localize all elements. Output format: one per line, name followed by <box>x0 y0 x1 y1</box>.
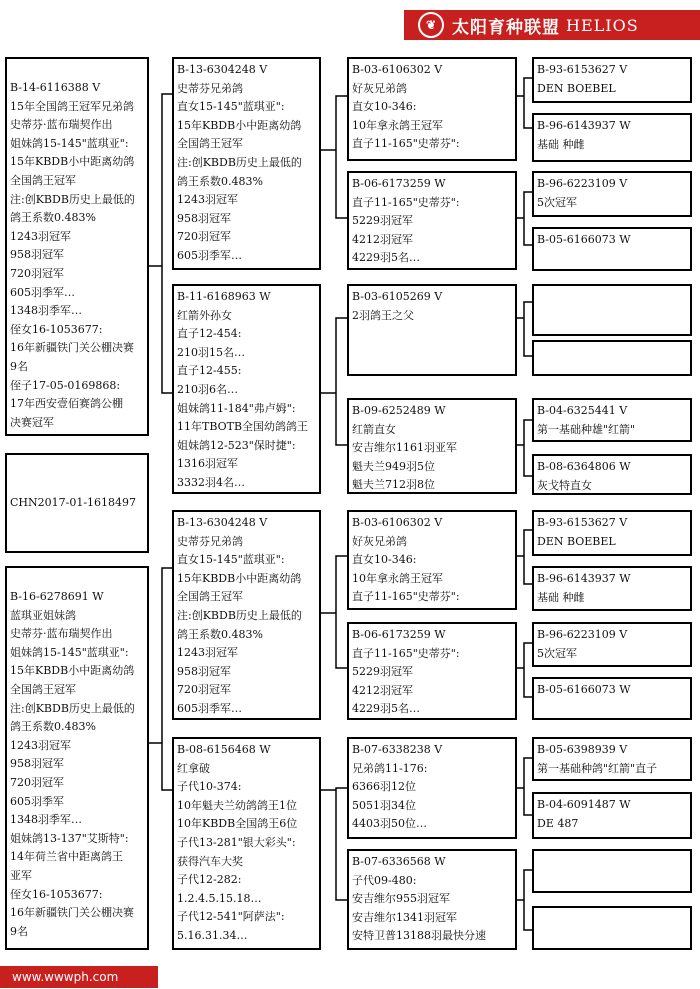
dsd-box <box>347 622 517 720</box>
ring-id-line: B-07-6336568 W <box>352 855 446 868</box>
ddd-box <box>347 849 517 950</box>
info-line: 史蒂芬兄弟鸽 <box>177 534 243 548</box>
info-line: 4229羽5名… <box>352 251 420 265</box>
info-line: 直子12-454: <box>177 327 242 341</box>
info-line: 605羽季军… <box>177 248 242 262</box>
ring-id-line: B-03-6106302 V <box>352 516 443 529</box>
g4-box-16 <box>532 906 692 950</box>
ring-id-line: B-16-6278691 W <box>10 590 104 603</box>
header-title-en: HELIOS <box>566 15 639 35</box>
info-line: 958羽冠军 <box>177 664 231 678</box>
g4-box-3 <box>532 171 692 217</box>
info-line: 直女15-145"蓝琪亚": <box>177 100 285 114</box>
info-line: 鸽王系数0.483% <box>10 720 96 734</box>
info-line: 安特卫普13188羽最快分速 <box>352 929 486 943</box>
info-line: 姐妹鸽13-137"艾斯特": <box>10 831 129 845</box>
sire-sire-box <box>172 57 321 270</box>
ring-id-line: B-05-6398939 V <box>537 743 628 756</box>
info-line: 蓝琪亚姐妹鸽 <box>10 608 76 622</box>
info-line: 15年KBDB小中距离幼鸽 <box>10 664 135 678</box>
info-line: 11年TBOTB全国幼鸽鸽王 <box>177 420 309 434</box>
info-line: 基础 种雌 <box>537 590 585 604</box>
info-line: 958羽冠军 <box>10 248 64 262</box>
g4-box-14 <box>532 792 692 839</box>
info-line: 5229羽冠军 <box>352 665 413 679</box>
info-line: DEN BOEBEL <box>537 534 616 548</box>
info-line: 红箭直女 <box>352 422 396 436</box>
ring-id-line: B-96-6223109 V <box>537 628 628 641</box>
info-line: 红箭外孙女 <box>177 308 232 322</box>
sire-dam-box <box>172 284 321 494</box>
info-line: 第一基础种雄"红箭" <box>537 422 636 436</box>
ring-id-line: B-09-6252489 W <box>352 404 446 417</box>
info-line: 灰戈特直女 <box>537 478 592 492</box>
ring-id-line: B-08-6156468 W <box>177 743 271 756</box>
info-line: 10年魁夫兰幼鸽鸽王1位 <box>177 798 297 812</box>
info-line: 直女10-346: <box>352 100 417 114</box>
info-line: 子代13-281"银大彩头": <box>177 835 296 849</box>
info-line: 子代09-480: <box>352 873 417 887</box>
info-line: 全国鸽王冠军 <box>10 173 76 187</box>
info-line: 获得汽车大奖 <box>177 854 243 868</box>
info-line: 第一基础种鸽"红箭"直子 <box>537 761 658 775</box>
info-line: 15年全国鸽王冠军兄弟鸽 <box>10 99 134 113</box>
info-line: 16年新疆铁门关公棚决赛 <box>10 341 134 355</box>
ring-id-line: B-13-6304248 V <box>177 63 268 76</box>
ring-id-line: B-13-6304248 V <box>177 516 268 529</box>
info-line: 侄女16-1053677: <box>10 322 103 336</box>
info-line: 姐妹鸽11-184"弗卢姆": <box>177 401 296 415</box>
info-line: 子代10-374: <box>177 780 242 794</box>
info-line: 好灰兄弟鸽 <box>352 534 407 548</box>
dss-box <box>347 510 517 610</box>
info-line: 720羽冠军 <box>10 266 64 280</box>
ring-id-line: B-11-6168963 W <box>177 290 271 303</box>
info-line: 全国鸽王冠军 <box>10 682 76 696</box>
info-line: 好灰兄弟鸽 <box>352 81 407 95</box>
info-line: 10年拿永鸽王冠军 <box>352 118 443 132</box>
info-line: 15年KBDB小中距离幼鸽 <box>177 571 302 585</box>
info-line: 720羽冠军 <box>177 230 231 244</box>
ssd-box <box>347 171 517 270</box>
info-line: DE 487 <box>537 816 579 830</box>
info-line: 直子11-165"史蒂芬": <box>352 137 460 151</box>
dds-box <box>347 737 517 839</box>
ring-id-line: B-06-6173259 W <box>352 628 446 641</box>
info-line: 直子11-165"史蒂芬": <box>352 646 460 660</box>
info-line: 决赛冠军 <box>10 415 54 429</box>
dam-dam-box <box>172 737 321 950</box>
info-line: 直女10-346: <box>352 553 417 567</box>
info-line: 史蒂芬兄弟鸽 <box>177 81 243 95</box>
ring-id-line: B-96-6143937 W <box>537 572 631 585</box>
sdd-box <box>347 398 517 494</box>
g4-box-6 <box>532 340 692 376</box>
ring-number-box <box>5 453 149 553</box>
info-line: 210羽15名… <box>177 345 245 359</box>
info-line: 1348羽季军… <box>10 813 82 827</box>
ring-id-line: B-06-6173259 W <box>352 177 446 190</box>
dam-sire-box <box>172 510 321 720</box>
info-line: 15年KBDB小中距离幼鸽 <box>177 118 302 132</box>
info-line: 1.2.4.5.15.18… <box>177 891 262 905</box>
info-line: 4229羽5名… <box>352 702 420 716</box>
info-line: DEN BOEBEL <box>537 81 616 95</box>
info-line: 1243羽冠军 <box>177 646 238 660</box>
info-line: 安吉维尔1161羽亚军 <box>352 441 457 455</box>
info-line: 3332羽4名… <box>177 475 245 489</box>
g4-box-4 <box>532 227 692 271</box>
info-line: 4212羽冠军 <box>352 683 413 697</box>
info-line: 9名 <box>10 359 28 373</box>
info-line: 全国鸽王冠军 <box>177 590 243 604</box>
info-line: 注:创KBDB历史上最低的 <box>177 155 302 169</box>
dam-box <box>5 566 149 950</box>
info-line: 直女15-145"蓝琪亚": <box>177 553 285 567</box>
sire-box <box>5 57 149 436</box>
info-line: 1348羽季军… <box>10 304 82 318</box>
info-line: 魁夫兰712羽8位 <box>352 478 435 492</box>
sss-box <box>347 57 517 161</box>
info-line: 子代12-282: <box>177 873 242 887</box>
ring-id-line: B-04-6091487 W <box>537 798 631 811</box>
info-line: 鸽王系数0.483% <box>177 627 263 641</box>
info-line: 姐妹鸽15-145"蓝琪亚": <box>10 645 129 659</box>
ring-id-line: B-05-6166073 W <box>537 683 631 696</box>
info-line: 姐妹鸽12-523"保时捷": <box>177 438 296 452</box>
ring-id-line: CHN2017-01-1618497 <box>10 495 137 509</box>
info-line: 6366羽12位 <box>352 780 416 794</box>
info-line: 子代12-541"阿萨法": <box>177 910 285 924</box>
info-line: 注:创KBDB历史上最低的 <box>10 701 135 715</box>
ring-id-line: B-03-6105269 V <box>352 290 443 303</box>
info-line: 720羽冠军 <box>10 775 64 789</box>
info-line: 4212羽冠军 <box>352 232 413 246</box>
info-line: 5次冠军 <box>537 195 577 209</box>
info-line: 侄子17-05-0169868: <box>10 378 121 392</box>
info-line: 1316羽冠军 <box>177 457 238 471</box>
info-line: 注:创KBDB历史上最低的 <box>10 192 135 206</box>
info-line: 10年KBDB全国鸽王6位 <box>177 817 298 831</box>
info-line: 16年新疆铁门关公棚决赛 <box>10 906 134 920</box>
info-line: 红拿破 <box>177 761 210 775</box>
info-line: 直子11-165"史蒂芬": <box>352 590 460 604</box>
g4-box-2 <box>532 113 692 162</box>
g4-box-1 <box>532 57 692 103</box>
info-line: 兄弟鸽11-176: <box>352 761 428 775</box>
info-line: 5229羽冠军 <box>352 214 413 228</box>
info-line: 亚军 <box>10 868 32 882</box>
g4-box-13 <box>532 737 692 781</box>
info-line: 5.16.31.34… <box>177 928 248 942</box>
info-line: 720羽冠军 <box>177 683 231 697</box>
ring-id-line: B-93-6153627 V <box>537 63 628 76</box>
info-line: 10年拿永鸽王冠军 <box>352 571 443 585</box>
info-line: 姐妹鸽15-145"蓝琪亚": <box>10 136 129 150</box>
info-line: 5次冠军 <box>537 646 577 660</box>
header-title-cn: 太阳育种联盟 <box>452 17 560 38</box>
g4-box-15 <box>532 849 692 893</box>
info-line: 4403羽50位… <box>352 817 427 831</box>
info-line: 直子12-455: <box>177 364 242 378</box>
info-line: 2羽鸽王之父 <box>352 308 414 322</box>
info-line: 安吉维尔1341羽冠军 <box>352 910 457 924</box>
g4-box-11 <box>532 622 692 667</box>
info-line: 直子11-165"史蒂芬": <box>352 195 460 209</box>
ring-id-line: B-08-6364806 W <box>537 460 631 473</box>
info-line: 魁夫兰949羽5位 <box>352 459 435 473</box>
info-line: 5051羽34位 <box>352 798 416 812</box>
g4-box-10 <box>532 566 692 611</box>
ring-id-line: B-93-6153627 V <box>537 516 628 529</box>
info-line: 958羽冠军 <box>177 211 231 225</box>
info-line: 605羽季军 <box>10 794 64 808</box>
sds-box <box>347 284 517 376</box>
ring-id-line: B-96-6223109 V <box>537 177 628 190</box>
info-line: 17年西安壹佰赛鸽公棚 <box>10 397 123 411</box>
footer-url: www.wwwph.com <box>0 966 158 988</box>
info-line: 210羽6名… <box>177 382 238 396</box>
ring-id-line: B-04-6325441 V <box>537 404 628 417</box>
info-line: 605羽季军… <box>10 285 75 299</box>
info-line: 1243羽冠军 <box>10 229 71 243</box>
info-line: 全国鸽王冠军 <box>177 137 243 151</box>
info-line: 侄女16-1053677: <box>10 887 103 901</box>
g4-box-7 <box>532 398 692 442</box>
g4-box-9 <box>532 510 692 556</box>
info-line: 基础 种雌 <box>537 137 585 151</box>
info-line: 1243羽冠军 <box>10 738 71 752</box>
info-line: 15年KBDB小中距离幼鸽 <box>10 155 135 169</box>
helios-logo-icon: ❦ <box>418 12 444 38</box>
info-line: 958羽冠军 <box>10 757 64 771</box>
info-line: 安吉维尔955羽冠军 <box>352 892 450 906</box>
info-line: 1243羽冠军 <box>177 193 238 207</box>
info-line: 9名 <box>10 924 28 938</box>
ring-id-line: B-05-6166073 W <box>537 233 631 246</box>
g4-box-5 <box>532 284 692 336</box>
info-line: 鸽王系数0.483% <box>10 211 96 225</box>
ring-id-line: B-14-6116388 V <box>10 81 101 94</box>
ring-id-line: B-03-6106302 V <box>352 63 443 76</box>
ring-id-line: B-96-6143937 W <box>537 119 631 132</box>
info-line: 史蒂芬·蓝布瑞契作出 <box>10 118 113 132</box>
ring-id-line: B-07-6338238 V <box>352 743 443 756</box>
info-line: 鸽王系数0.483% <box>177 174 263 188</box>
info-line: 史蒂芬·蓝布瑞契作出 <box>10 627 113 641</box>
info-line: 注:创KBDB历史上最低的 <box>177 608 302 622</box>
g4-box-8 <box>532 454 692 495</box>
g4-box-12 <box>532 677 692 720</box>
info-line: 14年荷兰省中距离鸽王 <box>10 850 123 864</box>
info-line: 605羽季军… <box>177 701 242 715</box>
